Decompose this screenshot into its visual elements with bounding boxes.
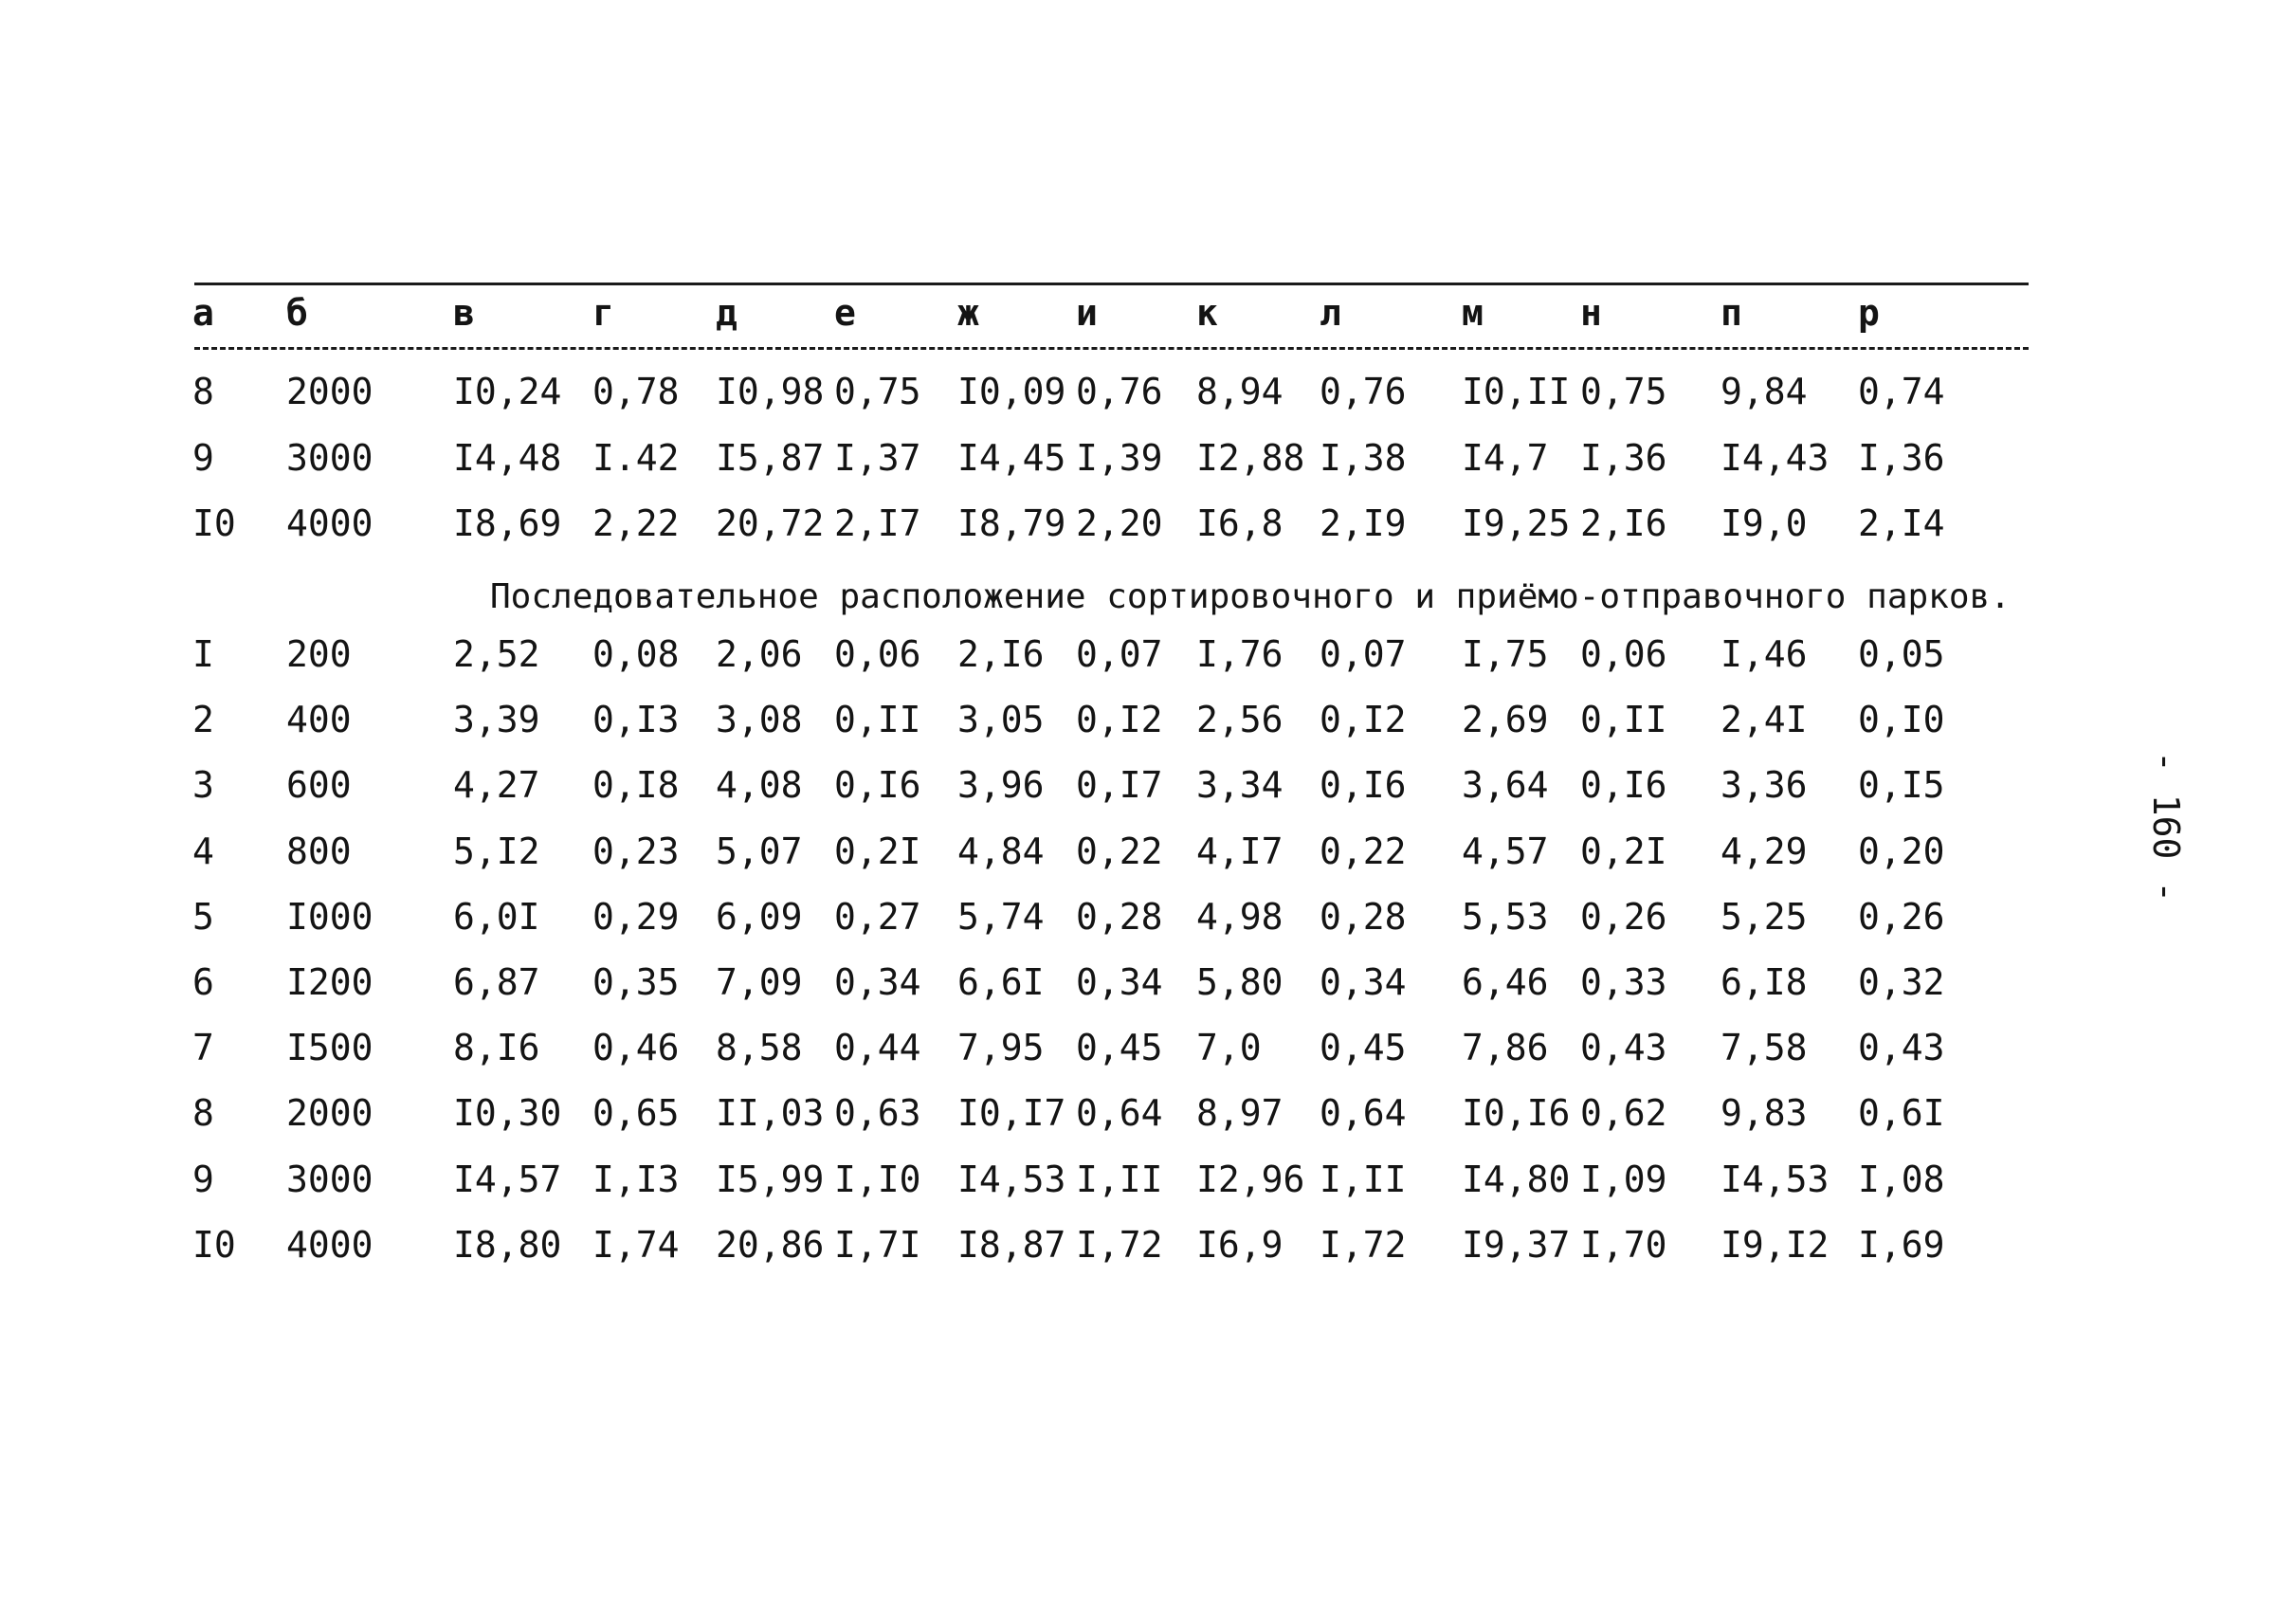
table-cell: I,36 bbox=[1858, 437, 1945, 479]
table-cell: 3,64 bbox=[1462, 764, 1549, 806]
table-cell: I6,8 bbox=[1196, 502, 1284, 544]
table-cell: 0,I3 bbox=[592, 699, 680, 740]
table-cell: 2000 bbox=[286, 371, 373, 412]
table-cell: 0,22 bbox=[1076, 830, 1163, 872]
table-cell: I,72 bbox=[1320, 1224, 1407, 1266]
table-cell: 4,I7 bbox=[1196, 830, 1284, 872]
table-cell: 6,09 bbox=[716, 896, 803, 938]
table-cell: 6,46 bbox=[1462, 961, 1549, 1003]
table-row bbox=[0, 888, 2294, 945]
table-cell: 0,I8 bbox=[592, 764, 680, 806]
table-cell: 2,20 bbox=[1076, 502, 1163, 544]
table-cell: 6,6I bbox=[957, 961, 1045, 1003]
table-cell: I0 bbox=[192, 502, 236, 544]
table-cell: 0,34 bbox=[1320, 961, 1407, 1003]
column-header: н bbox=[1580, 292, 1602, 334]
table-cell: 0,46 bbox=[592, 1027, 680, 1068]
table-cell: 2,52 bbox=[453, 633, 540, 675]
table-cell: I,74 bbox=[592, 1224, 680, 1266]
table-cell: 8 bbox=[192, 371, 214, 412]
table-cell: 0,43 bbox=[1580, 1027, 1667, 1068]
table-row bbox=[0, 1216, 2294, 1273]
table-cell: 0,78 bbox=[592, 371, 680, 412]
table-cell: 6,0I bbox=[453, 896, 540, 938]
column-header: ж bbox=[957, 292, 979, 334]
table-cell: 0,43 bbox=[1858, 1027, 1945, 1068]
table-cell: I0,I6 bbox=[1462, 1092, 1571, 1134]
table-cell: 0,I6 bbox=[834, 764, 921, 806]
column-header: п bbox=[1720, 292, 1742, 334]
page-number: - 160 - bbox=[2145, 751, 2187, 903]
table-cell: 3000 bbox=[286, 437, 373, 479]
table-cell: 0,27 bbox=[834, 896, 921, 938]
column-header: г bbox=[592, 292, 614, 334]
table-cell: I,72 bbox=[1076, 1224, 1163, 1266]
table-row bbox=[0, 954, 2294, 1011]
table-cell: 4,84 bbox=[957, 830, 1045, 872]
column-header: м bbox=[1462, 292, 1484, 334]
table-cell: 5,53 bbox=[1462, 896, 1549, 938]
column-header: е bbox=[834, 292, 856, 334]
table-cell: 0,34 bbox=[1076, 961, 1163, 1003]
table-cell: 2,I7 bbox=[834, 502, 921, 544]
table-cell: 2,I6 bbox=[957, 633, 1045, 675]
table-cell: I0,30 bbox=[453, 1092, 562, 1134]
table-cell: 20,72 bbox=[716, 502, 825, 544]
table-cell: 0,23 bbox=[592, 830, 680, 872]
table-cell: 7 bbox=[192, 1027, 214, 1068]
table-cell: 0,II bbox=[1580, 699, 1667, 740]
table-cell: 0,6I bbox=[1858, 1092, 1945, 1134]
table-cell: I,7I bbox=[834, 1224, 921, 1266]
table-cell: I4,53 bbox=[957, 1159, 1066, 1200]
table-cell: I,36 bbox=[1580, 437, 1667, 479]
table-cell: I200 bbox=[286, 961, 373, 1003]
table-cell: 0,I2 bbox=[1320, 699, 1407, 740]
table-cell: 4,29 bbox=[1720, 830, 1808, 872]
table-cell: 0,33 bbox=[1580, 961, 1667, 1003]
table-cell: 0,26 bbox=[1858, 896, 1945, 938]
table-cell: 3 bbox=[192, 764, 214, 806]
table-cell: I500 bbox=[286, 1027, 373, 1068]
table-cell: 4 bbox=[192, 830, 214, 872]
table-cell: I9,25 bbox=[1462, 502, 1571, 544]
table-row bbox=[0, 757, 2294, 813]
column-header: и bbox=[1076, 292, 1098, 334]
table-cell: 200 bbox=[286, 633, 352, 675]
table-cell: 2,4I bbox=[1720, 699, 1808, 740]
table-row bbox=[0, 1085, 2294, 1141]
table-cell: 3000 bbox=[286, 1159, 373, 1200]
table-row bbox=[0, 626, 2294, 683]
table-cell: I0,09 bbox=[957, 371, 1066, 412]
table-cell: 0,I2 bbox=[1076, 699, 1163, 740]
table-cell: 0,65 bbox=[592, 1092, 680, 1134]
table-cell: I,70 bbox=[1580, 1224, 1667, 1266]
table-cell: I9,0 bbox=[1720, 502, 1808, 544]
table-cell: 6 bbox=[192, 961, 214, 1003]
table-cell: 8,97 bbox=[1196, 1092, 1284, 1134]
table-cell: 4,98 bbox=[1196, 896, 1284, 938]
table-cell: 0,63 bbox=[834, 1092, 921, 1134]
table-cell: 5,07 bbox=[716, 830, 803, 872]
table-cell: 8,I6 bbox=[453, 1027, 540, 1068]
table-cell: 0,45 bbox=[1076, 1027, 1163, 1068]
table-cell: I000 bbox=[286, 896, 373, 938]
table-header-row bbox=[0, 284, 2294, 341]
table-cell: 0,45 bbox=[1320, 1027, 1407, 1068]
table-cell: 0,26 bbox=[1580, 896, 1667, 938]
table-row bbox=[0, 495, 2294, 552]
table-cell: 0,75 bbox=[1580, 371, 1667, 412]
table-cell: 0,I0 bbox=[1858, 699, 1945, 740]
table-cell: 0,08 bbox=[592, 633, 680, 675]
table-cell: I,I0 bbox=[834, 1159, 921, 1200]
column-header: д bbox=[716, 292, 737, 334]
table-cell: 8,58 bbox=[716, 1027, 803, 1068]
table-row bbox=[0, 363, 2294, 420]
table-cell: I8,87 bbox=[957, 1224, 1066, 1266]
table-cell: I.42 bbox=[592, 437, 680, 479]
table-cell: 3,08 bbox=[716, 699, 803, 740]
table-cell: 9 bbox=[192, 1159, 214, 1200]
table-cell: I4,80 bbox=[1462, 1159, 1571, 1200]
table-cell: I,38 bbox=[1320, 437, 1407, 479]
table-cell: 2,69 bbox=[1462, 699, 1549, 740]
table-cell: 5,25 bbox=[1720, 896, 1808, 938]
table-cell: 3,34 bbox=[1196, 764, 1284, 806]
table-cell: I,II bbox=[1076, 1159, 1163, 1200]
table-cell: I4,7 bbox=[1462, 437, 1549, 479]
table-cell: 0,34 bbox=[834, 961, 921, 1003]
table-cell: 0,I6 bbox=[1320, 764, 1407, 806]
table-cell: 0,76 bbox=[1076, 371, 1163, 412]
column-header: а bbox=[192, 292, 214, 334]
table-cell: 0,05 bbox=[1858, 633, 1945, 675]
table-cell: 3,05 bbox=[957, 699, 1045, 740]
table-cell: I,08 bbox=[1858, 1159, 1945, 1200]
table-cell: I,I3 bbox=[592, 1159, 680, 1200]
table-cell: 4,27 bbox=[453, 764, 540, 806]
table-cell: 0,II bbox=[834, 699, 921, 740]
column-header: в bbox=[453, 292, 475, 334]
table-cell: 2000 bbox=[286, 1092, 373, 1134]
table-cell: I5,99 bbox=[716, 1159, 825, 1200]
table-cell: 0,07 bbox=[1076, 633, 1163, 675]
table-cell: I4,45 bbox=[957, 437, 1066, 479]
table-cell: I bbox=[192, 633, 214, 675]
table-cell: I0,98 bbox=[716, 371, 825, 412]
table-cell: 5,74 bbox=[957, 896, 1045, 938]
table-row bbox=[0, 691, 2294, 748]
table-header-rule bbox=[194, 347, 2029, 350]
table-cell: I,II bbox=[1320, 1159, 1407, 1200]
column-header: л bbox=[1320, 292, 1341, 334]
table-cell: I0 bbox=[192, 1224, 236, 1266]
table-cell: 7,86 bbox=[1462, 1027, 1549, 1068]
table-cell: I0,I7 bbox=[957, 1092, 1066, 1134]
table-cell: 4,08 bbox=[716, 764, 803, 806]
table-cell: 800 bbox=[286, 830, 352, 872]
table-cell: 8,94 bbox=[1196, 371, 1284, 412]
table-cell: 9,84 bbox=[1720, 371, 1808, 412]
table-cell: 0,I6 bbox=[1580, 764, 1667, 806]
table-cell: 2 bbox=[192, 699, 214, 740]
table-cell: 0,35 bbox=[592, 961, 680, 1003]
table-cell: 0,62 bbox=[1580, 1092, 1667, 1134]
table-cell: I4,48 bbox=[453, 437, 562, 479]
table-cell: 5,I2 bbox=[453, 830, 540, 872]
table-cell: I,76 bbox=[1196, 633, 1284, 675]
table-cell: 9,83 bbox=[1720, 1092, 1808, 1134]
table-cell: 2,I4 bbox=[1858, 502, 1945, 544]
table-cell: I,69 bbox=[1858, 1224, 1945, 1266]
table-row bbox=[0, 1019, 2294, 1076]
table-row bbox=[0, 429, 2294, 486]
section-title: Последовательное расположение сортировочного и приёмо-отправочного парков. bbox=[490, 577, 2011, 616]
table-cell: 0,06 bbox=[834, 633, 921, 675]
table-cell: 600 bbox=[286, 764, 352, 806]
table-cell: 0,64 bbox=[1320, 1092, 1407, 1134]
table-cell: 0,22 bbox=[1320, 830, 1407, 872]
table-cell: I2,88 bbox=[1196, 437, 1305, 479]
table-cell: I8,79 bbox=[957, 502, 1066, 544]
table-cell: 3,96 bbox=[957, 764, 1045, 806]
table-cell: 2,I6 bbox=[1580, 502, 1667, 544]
table-cell: I9,37 bbox=[1462, 1224, 1571, 1266]
table-cell: II,03 bbox=[716, 1092, 825, 1134]
table-cell: 400 bbox=[286, 699, 352, 740]
table-cell: 0,20 bbox=[1858, 830, 1945, 872]
table-cell: 0,29 bbox=[592, 896, 680, 938]
table-cell: I4,53 bbox=[1720, 1159, 1830, 1200]
table-cell: 6,87 bbox=[453, 961, 540, 1003]
column-header: р bbox=[1858, 292, 1880, 334]
table-cell: I,75 bbox=[1462, 633, 1549, 675]
table-cell: 5 bbox=[192, 896, 214, 938]
table-cell: 7,09 bbox=[716, 961, 803, 1003]
table-cell: I5,87 bbox=[716, 437, 825, 479]
table-cell: I6,9 bbox=[1196, 1224, 1284, 1266]
table-cell: I2,96 bbox=[1196, 1159, 1305, 1200]
table-cell: 0,74 bbox=[1858, 371, 1945, 412]
table-cell: 0,I5 bbox=[1858, 764, 1945, 806]
column-header: к bbox=[1196, 292, 1218, 334]
table-cell: 0,I7 bbox=[1076, 764, 1163, 806]
table-cell: 0,28 bbox=[1076, 896, 1163, 938]
table-cell: 8 bbox=[192, 1092, 214, 1134]
table-cell: 20,86 bbox=[716, 1224, 825, 1266]
table-cell: 0,64 bbox=[1076, 1092, 1163, 1134]
table-cell: 3,36 bbox=[1720, 764, 1808, 806]
table-cell: 0,32 bbox=[1858, 961, 1945, 1003]
table-cell: 0,44 bbox=[834, 1027, 921, 1068]
table-cell: 7,95 bbox=[957, 1027, 1045, 1068]
table-cell: I8,80 bbox=[453, 1224, 562, 1266]
table-cell: I9,I2 bbox=[1720, 1224, 1830, 1266]
table-cell: I8,69 bbox=[453, 502, 562, 544]
table-cell: 2,06 bbox=[716, 633, 803, 675]
table-cell: 2,22 bbox=[592, 502, 680, 544]
table-cell: 6,I8 bbox=[1720, 961, 1808, 1003]
table-cell: 0,76 bbox=[1320, 371, 1407, 412]
table-row bbox=[0, 823, 2294, 880]
table-cell: 0,06 bbox=[1580, 633, 1667, 675]
table-cell: 7,58 bbox=[1720, 1027, 1808, 1068]
table-cell: 2,56 bbox=[1196, 699, 1284, 740]
table-cell: I,46 bbox=[1720, 633, 1808, 675]
table-cell: 0,07 bbox=[1320, 633, 1407, 675]
table-cell: 2,I9 bbox=[1320, 502, 1407, 544]
table-cell: 0,2I bbox=[834, 830, 921, 872]
table-cell: 3,39 bbox=[453, 699, 540, 740]
table-cell: 4000 bbox=[286, 1224, 373, 1266]
table-cell: 0,75 bbox=[834, 371, 921, 412]
table-cell: 7,0 bbox=[1196, 1027, 1262, 1068]
table-cell: I,37 bbox=[834, 437, 921, 479]
table-cell: 5,80 bbox=[1196, 961, 1284, 1003]
table-cell: 4,57 bbox=[1462, 830, 1549, 872]
table-cell: I,39 bbox=[1076, 437, 1163, 479]
table-cell: I,09 bbox=[1580, 1159, 1667, 1200]
table-cell: I4,57 bbox=[453, 1159, 562, 1200]
table-cell: I0,II bbox=[1462, 371, 1571, 412]
table-cell: 0,28 bbox=[1320, 896, 1407, 938]
table-cell: 4000 bbox=[286, 502, 373, 544]
table-cell: I4,43 bbox=[1720, 437, 1830, 479]
table-cell: 0,2I bbox=[1580, 830, 1667, 872]
table-cell: I0,24 bbox=[453, 371, 562, 412]
table-row bbox=[0, 1151, 2294, 1208]
column-header: б bbox=[286, 292, 308, 334]
table-cell: 9 bbox=[192, 437, 214, 479]
